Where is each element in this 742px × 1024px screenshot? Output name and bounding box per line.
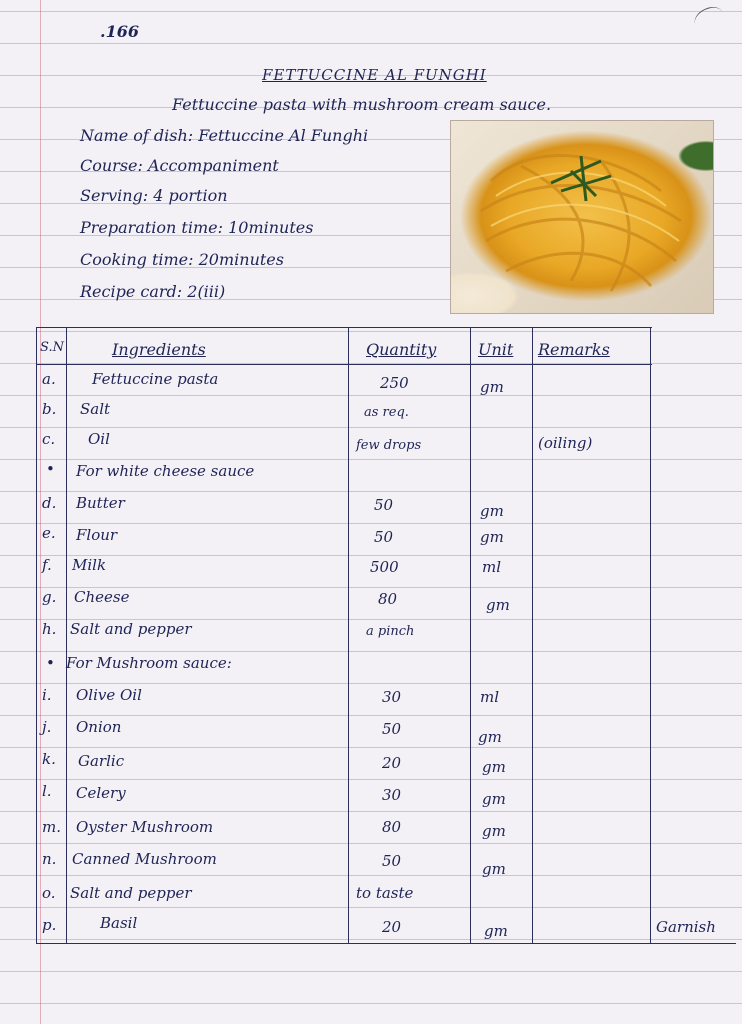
row-ingredient: Flour xyxy=(76,526,118,544)
row-ingredient: Oil xyxy=(88,430,110,448)
row-quantity: 20 xyxy=(382,918,402,936)
col-line-3 xyxy=(470,327,471,943)
page-number: .166 xyxy=(100,22,139,41)
header-ingredients: Ingredients xyxy=(112,340,206,359)
meta-cooking-time: Cooking time: 20minutes xyxy=(80,250,284,269)
row-unit: gm xyxy=(480,378,504,396)
col-line-5 xyxy=(650,327,651,943)
row-quantity: to taste xyxy=(356,884,414,902)
row-unit: gm xyxy=(478,728,502,746)
row-quantity: 80 xyxy=(378,590,398,608)
row-sn: • xyxy=(46,654,55,672)
row-sn: d. xyxy=(42,494,57,512)
meta-preparation-time: Preparation time: 10minutes xyxy=(80,218,314,237)
margin-line xyxy=(40,0,41,1024)
meta-course: Course: Accompaniment xyxy=(80,156,279,175)
row-unit: gm xyxy=(482,758,506,776)
row-ingredient: For white cheese sauce xyxy=(76,462,255,480)
row-ingredient: Celery xyxy=(76,784,126,802)
row-ingredient: Fettuccine pasta xyxy=(92,370,219,388)
row-remarks: Garnish xyxy=(656,918,716,936)
col-line-4 xyxy=(532,327,533,943)
row-unit: gm xyxy=(484,922,508,940)
meta-serving: Serving: 4 portion xyxy=(80,186,228,205)
table-bottom-border xyxy=(36,943,736,944)
col-line-0 xyxy=(36,327,37,943)
row-sn: b. xyxy=(42,400,57,418)
row-sn: f. xyxy=(42,556,52,574)
row-quantity: 80 xyxy=(382,818,402,836)
header-sn: S.N xyxy=(40,340,64,355)
row-quantity: as req. xyxy=(364,405,409,420)
row-ingredient: Canned Mushroom xyxy=(72,850,217,868)
row-quantity: 50 xyxy=(374,496,394,514)
row-remarks: (oiling) xyxy=(538,434,593,452)
row-sn: p. xyxy=(42,916,57,934)
row-unit: ml xyxy=(482,558,502,576)
header-quantity: Quantity xyxy=(366,340,437,359)
row-quantity: 30 xyxy=(382,786,402,804)
row-sn: j. xyxy=(42,718,52,736)
page-corner-mark xyxy=(691,3,727,35)
col-line-1 xyxy=(66,327,67,943)
header-unit: Unit xyxy=(478,340,514,359)
table-top-border xyxy=(36,327,652,328)
recipe-subtitle: Fettuccine pasta with mushroom cream sauce. xyxy=(172,95,552,114)
row-unit: gm xyxy=(486,596,510,614)
row-ingredient: Salt xyxy=(80,400,111,418)
row-sn: n. xyxy=(42,850,57,868)
row-sn: e. xyxy=(42,524,56,542)
row-sn: a. xyxy=(42,370,56,388)
row-sn: k. xyxy=(42,750,56,768)
row-quantity: few drops xyxy=(356,438,422,453)
row-ingredient: Milk xyxy=(72,556,107,574)
row-unit: gm xyxy=(480,502,504,520)
row-sn: l. xyxy=(42,782,52,800)
row-sn: • xyxy=(46,460,55,478)
dish-photo xyxy=(450,120,714,314)
row-sn: g. xyxy=(42,588,57,606)
row-quantity: 30 xyxy=(382,688,402,706)
row-ingredient: Butter xyxy=(76,494,125,512)
row-ingredient: Cheese xyxy=(74,588,130,606)
row-quantity: 500 xyxy=(370,558,399,576)
row-sn: o. xyxy=(42,884,56,902)
col-line-2 xyxy=(348,327,349,943)
table-header-border xyxy=(36,364,652,365)
row-quantity: 250 xyxy=(380,374,409,392)
row-quantity: 50 xyxy=(374,528,394,546)
row-quantity: 50 xyxy=(382,852,402,870)
row-ingredient: Salt and pepper xyxy=(70,884,192,902)
recipe-title: FETTUCCINE AL FUNGHI xyxy=(262,66,487,84)
header-remarks: Remarks xyxy=(538,340,610,359)
row-ingredient: Salt and pepper xyxy=(70,620,192,638)
row-unit: ml xyxy=(480,688,500,706)
row-unit: gm xyxy=(482,822,506,840)
row-ingredient: Oyster Mushroom xyxy=(76,818,214,836)
row-unit: gm xyxy=(480,528,504,546)
row-sn: c. xyxy=(42,430,56,448)
meta-recipe-card: Recipe card: 2(iii) xyxy=(80,282,226,301)
row-quantity: a pinch xyxy=(366,624,415,639)
row-unit: gm xyxy=(482,790,506,808)
row-ingredient: Garlic xyxy=(78,752,125,770)
row-quantity: 50 xyxy=(382,720,402,738)
row-sn: m. xyxy=(42,818,61,836)
row-ingredient: Onion xyxy=(76,718,122,736)
row-sn: h. xyxy=(42,620,57,638)
row-ingredient: Basil xyxy=(100,914,138,932)
row-ingredient: For Mushroom sauce: xyxy=(66,654,232,672)
row-ingredient: Olive Oil xyxy=(76,686,142,704)
row-unit: gm xyxy=(482,860,506,878)
meta-dish-name: Name of dish: Fettuccine Al Funghi xyxy=(80,126,369,145)
row-quantity: 20 xyxy=(382,754,402,772)
row-sn: i. xyxy=(42,686,52,704)
